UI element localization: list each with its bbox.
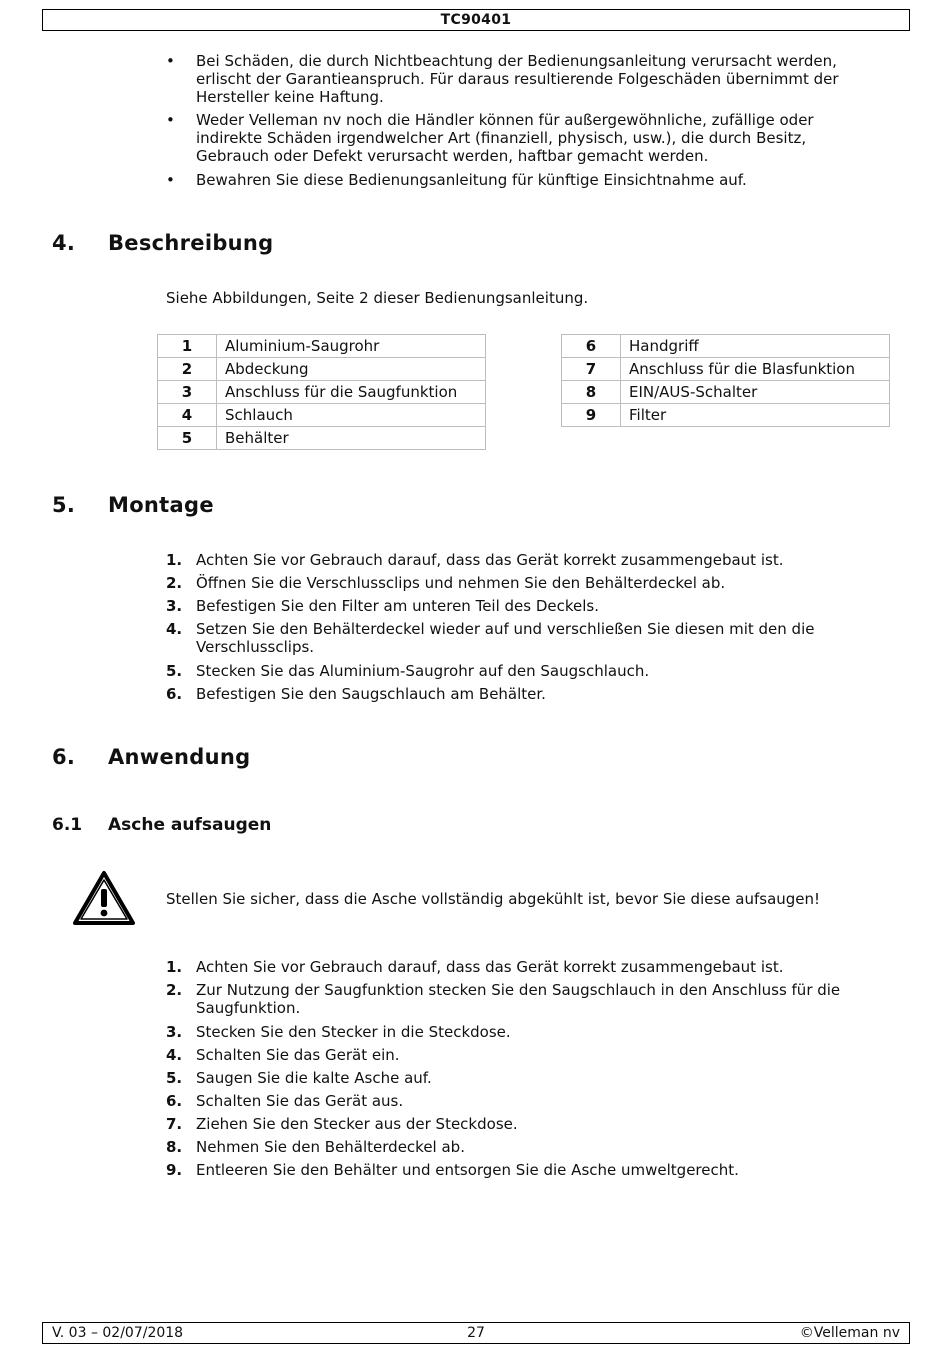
page-footer [42, 1322, 910, 1344]
section-title: Anwendung [108, 745, 251, 769]
step-text: Schalten Sie das Gerät ein. [196, 1046, 400, 1064]
list-item [166, 1138, 866, 1156]
step-number: 4. [166, 620, 183, 638]
bullet-icon: • [166, 52, 175, 70]
section-title: Montage [108, 493, 214, 517]
list-item [166, 551, 866, 569]
table-row [158, 358, 486, 381]
step-text: Nehmen Sie den Behälterdeckel ab. [196, 1138, 465, 1156]
section-title: Beschreibung [108, 231, 274, 255]
step-number: 5. [166, 1069, 183, 1087]
step-number: 6. [166, 1092, 183, 1110]
step-text: Schalten Sie das Gerät aus. [196, 1092, 404, 1110]
list-item [166, 1023, 866, 1041]
step-number: 4. [166, 1046, 183, 1064]
part-label: Handgriff [621, 335, 890, 358]
list-item [166, 52, 876, 106]
step-number: 1. [166, 958, 183, 976]
section-number: 5. [52, 493, 76, 517]
bullet-icon: • [166, 171, 175, 189]
table-row [158, 381, 486, 404]
step-number: 8. [166, 1138, 183, 1156]
section-number: 6. [52, 745, 76, 769]
part-label: EIN/AUS-Schalter [621, 381, 890, 404]
step-number: 7. [166, 1115, 183, 1133]
part-number: 6 [562, 335, 621, 358]
warning-text: Stellen Sie sicher, dass die Asche vollständig abgekühlt ist, bevor Sie diese aufsaugen! [166, 890, 821, 908]
part-number: 3 [158, 381, 217, 404]
bullet-icon: • [166, 111, 175, 129]
table-row [562, 404, 890, 427]
list-item [166, 1069, 866, 1087]
part-label: Anschluss für die Blasfunktion [621, 358, 890, 381]
step-text: Setzen Sie den Behälterdeckel wieder auf und verschließen Sie diesen mit den die Verschlussclips. [196, 620, 815, 656]
list-item [166, 171, 876, 189]
part-label: Anschluss für die Saugfunktion [217, 381, 486, 404]
warning-triangle-icon [72, 870, 136, 926]
step-number: 6. [166, 685, 183, 703]
table-row [562, 381, 890, 404]
bullet-text: Weder Velleman nv noch die Händler können für außergewöhnliche, zufällige oder indirekte Schäden irgendwelcher Art (finanziell, physisch, usw.), die durch Besitz, Gebrauch oder Defekt verursacht werden, haftbar gemacht werden. [196, 111, 814, 165]
part-number: 1 [158, 335, 217, 358]
step-text: Ziehen Sie den Stecker aus der Steckdose. [196, 1115, 518, 1133]
step-number: 9. [166, 1161, 183, 1179]
list-item [166, 597, 866, 615]
bullet-text: Bei Schäden, die durch Nichtbeachtung der Bedienungsanleitung verursacht werden, erlischt der Garantieanspruch. Für daraus resultierende Folgeschäden übernimmt der Hersteller keine Haftung. [196, 52, 839, 106]
list-item [166, 981, 866, 1017]
parts-table-right [561, 334, 890, 427]
step-text: Befestigen Sie den Filter am unteren Teil des Deckels. [196, 597, 600, 615]
step-number: 2. [166, 981, 183, 999]
table-row [562, 358, 890, 381]
list-item [166, 1046, 866, 1064]
step-text: Stecken Sie das Aluminium-Saugrohr auf den Saugschlauch. [196, 662, 650, 680]
list-item [166, 958, 866, 976]
subsection-title: Asche aufsaugen [108, 815, 272, 835]
step-number: 2. [166, 574, 183, 592]
step-text: Entleeren Sie den Behälter und entsorgen Sie die Asche umweltgerecht. [196, 1161, 739, 1179]
bullet-text: Bewahren Sie diese Bedienungsanleitung für künftige Einsichtnahme auf. [196, 171, 747, 189]
part-label: Aluminium-Saugrohr [217, 335, 486, 358]
part-label: Filter [621, 404, 890, 427]
list-item [166, 1092, 866, 1110]
table-row [562, 335, 890, 358]
step-number: 5. [166, 662, 183, 680]
table-row [158, 427, 486, 450]
page-number: 27 [467, 1325, 485, 1341]
copyright: ©Velleman nv [799, 1325, 900, 1341]
step-text: Achten Sie vor Gebrauch darauf, dass das Gerät korrekt zusammengebaut ist. [196, 958, 784, 976]
part-label: Behälter [217, 427, 486, 450]
part-number: 2 [158, 358, 217, 381]
section-number: 4. [52, 231, 76, 255]
part-number: 7 [562, 358, 621, 381]
table-row [158, 335, 486, 358]
step-text: Zur Nutzung der Saugfunktion stecken Sie den Saugschlauch in den Anschluss für die Saugfunktion. [196, 981, 841, 1017]
step-text: Öffnen Sie die Verschlussclips und nehmen Sie den Behälterdeckel ab. [196, 574, 726, 592]
list-item [166, 620, 866, 656]
list-item [166, 685, 866, 703]
step-text: Stecken Sie den Stecker in die Steckdose. [196, 1023, 511, 1041]
table-row [158, 404, 486, 427]
list-item [166, 111, 876, 165]
step-text: Befestigen Sie den Saugschlauch am Behälter. [196, 685, 546, 703]
part-number: 8 [562, 381, 621, 404]
model-title: TC90401 [440, 12, 512, 28]
list-item [166, 574, 866, 592]
part-number: 9 [562, 404, 621, 427]
parts-table-left [157, 334, 486, 450]
part-label: Abdeckung [217, 358, 486, 381]
section-intro: Siehe Abbildungen, Seite 2 dieser Bedienungsanleitung. [166, 289, 589, 307]
subsection-number: 6.1 [52, 815, 83, 835]
list-item [166, 1161, 866, 1179]
step-text: Saugen Sie die kalte Asche auf. [196, 1069, 432, 1087]
step-text: Achten Sie vor Gebrauch darauf, dass das Gerät korrekt zusammengebaut ist. [196, 551, 784, 569]
part-number: 5 [158, 427, 217, 450]
step-number: 3. [166, 1023, 183, 1041]
part-label: Schlauch [217, 404, 486, 427]
list-item [166, 1115, 866, 1133]
page-header [42, 9, 910, 31]
version-date: V. 03 – 02/07/2018 [52, 1325, 184, 1341]
step-number: 3. [166, 597, 183, 615]
list-item [166, 662, 866, 680]
step-number: 1. [166, 551, 183, 569]
part-number: 4 [158, 404, 217, 427]
